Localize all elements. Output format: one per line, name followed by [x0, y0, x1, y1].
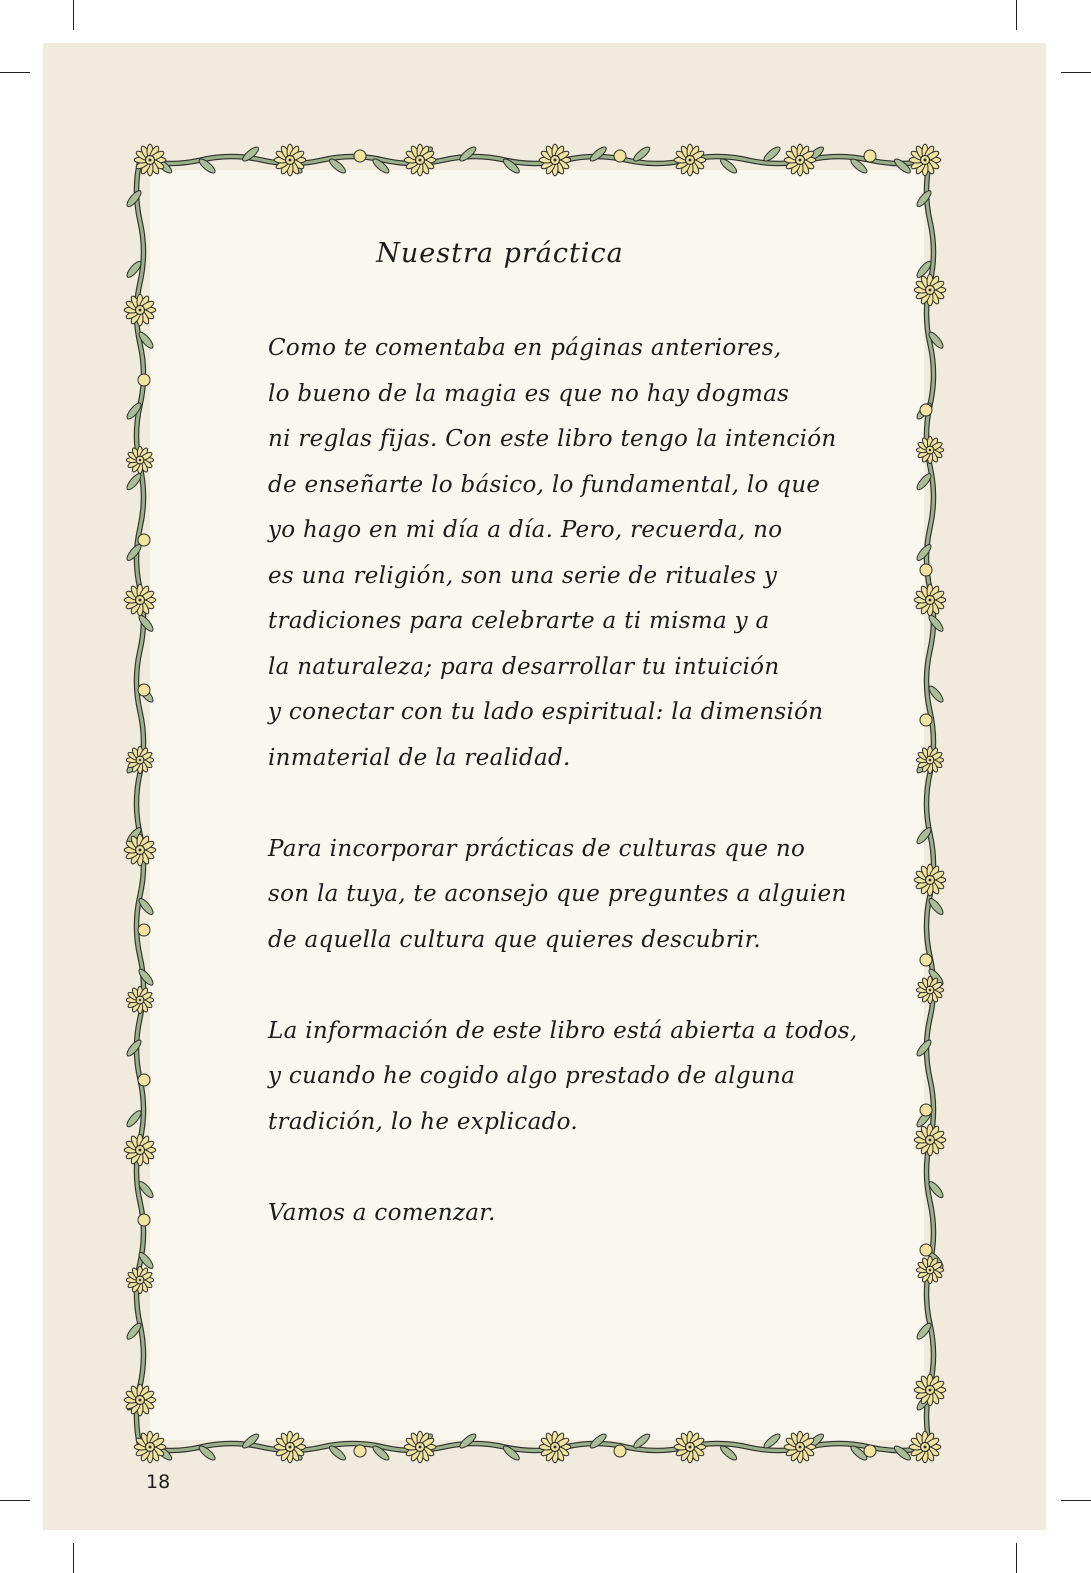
text-line: son la tuya, te aconsejo que preguntes a alguien: [268, 881, 847, 907]
text-line: La información de este libro está abierta a todos,: [268, 1017, 858, 1044]
text-line: Vamos a comenzar.: [268, 1199, 496, 1226]
text-line: y conectar con tu lado espiritual: la dimensión: [268, 699, 824, 725]
text-line: ni reglas fijas. Con este libro tengo la intención: [268, 426, 837, 452]
text-line: lo bueno de la magia es que no hay dogmas: [268, 380, 790, 407]
page-number: 18: [146, 1471, 171, 1493]
text-line: de enseñarte lo básico, lo fundamental, lo que: [268, 471, 821, 498]
text-line: tradiciones para celebrarte a ti misma y a: [268, 608, 770, 634]
text-line: y cuando he cogido algo prestado de alguna: [268, 1063, 796, 1089]
text-line: inmaterial de la realidad.: [268, 744, 571, 771]
text-line: la naturaleza; para desarrollar tu intuición: [268, 653, 780, 680]
text-line: tradición, lo he explicado.: [268, 1108, 578, 1135]
text-line: yo hago en mi día a día. Pero, recuerda, no: [268, 517, 783, 543]
text-line: de aquella cultura que quieres descubrir.: [268, 926, 762, 953]
handwritten-body: [268, 326, 858, 1236]
text-line: es una religión, son una serie de rituales y: [268, 562, 778, 589]
text-line: Como te comentaba en páginas anteriores,: [268, 335, 782, 361]
text-line: Para incorporar prácticas de culturas que no: [268, 835, 806, 862]
page-title: Nuestra práctica: [376, 238, 624, 269]
